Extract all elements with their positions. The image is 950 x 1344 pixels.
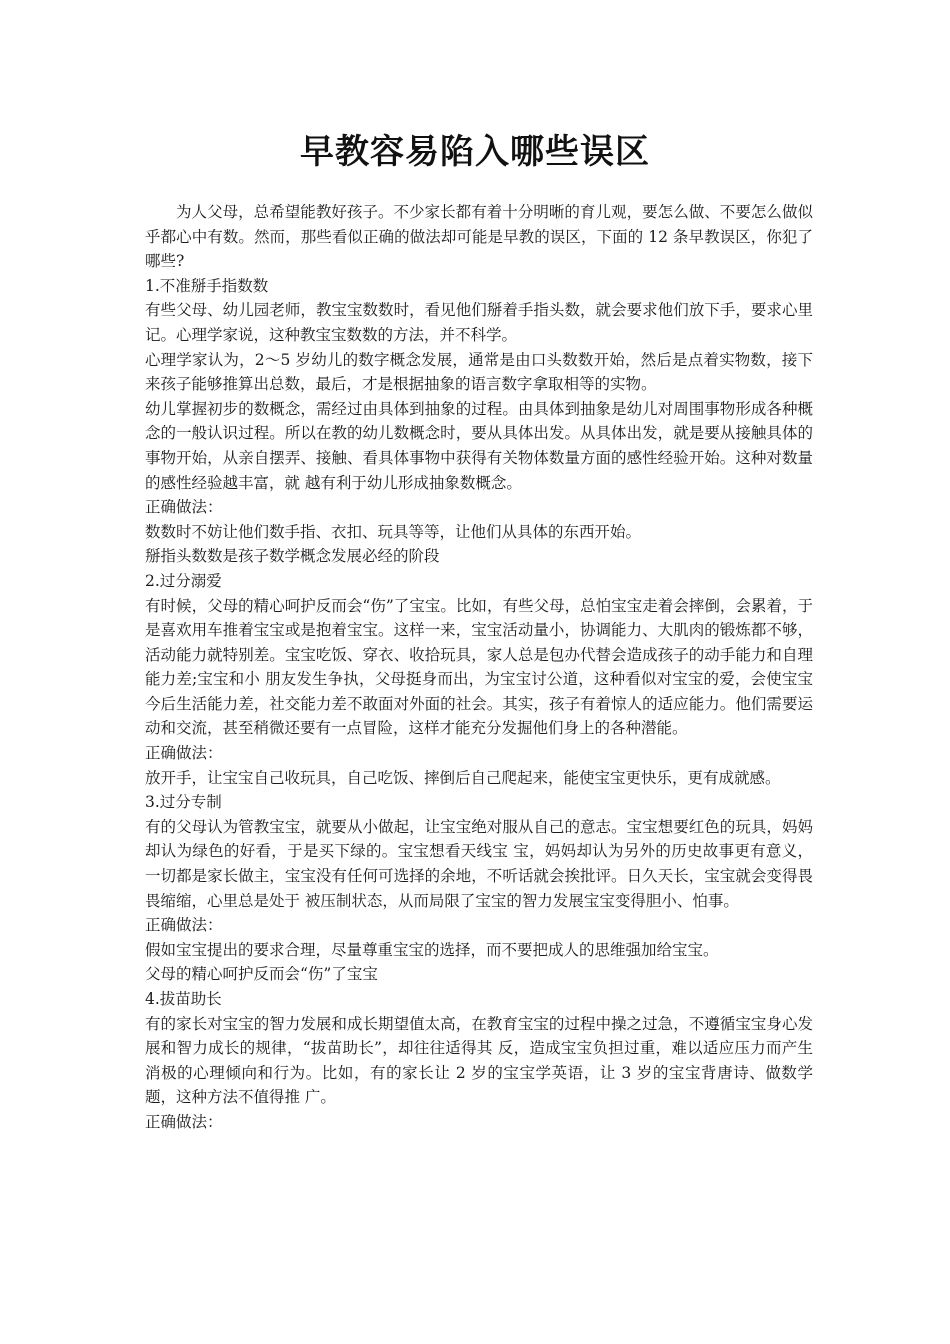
- body-paragraph: 幼儿掌握初步的数概念，需经过由具体到抽象的过程。由具体到抽象是幼儿对周围事物形成各种概念的一般认识过程。所以在教的幼儿数概念时，要从具体出发。从具体出发，就是要从接触具体的事物开始，从亲自摆弄、接触、看具体事物中获得有关物体数量方面的感性经验开始。这种对数量的感性经验越丰富，就 越有利于幼儿形成抽象数概念。: [145, 399, 813, 492]
- section-heading: 2.过分溺爱: [145, 571, 222, 590]
- body-paragraph: 有些父母、幼儿园老师，教宝宝数数时，看见他们掰着手指头数，就会要求他们放下手，要求心里记。心理学家说，这种教宝宝数数的方法，并不科学。: [145, 301, 813, 344]
- body-paragraph: 有时候，父母的精心呵护反而会“伤”了宝宝。比如，有些父母，总怕宝宝走着会摔倒，会累着，于是喜欢用车推着宝宝或是抱着宝宝。这样一来，宝宝活动量小，协调能力、大肌肉的锻炼都不够，活动能力就特别差。宝宝吃饭、穿衣、收拾玩具，家人总是包办代替会造成孩子的动手能力和自理能力差;宝宝和小 朋友发生争执，父母挺身而出，为宝宝讨公道，这种看似对宝宝的爱，会使宝宝今后生活能力差，社交能力差不敢面对外面的社会。其实，孩子有着惊人的适应能力。他们需要运动和交流，甚至稍微还要有一点冒险，这样才能充分发掘他们身上的各种潜能。: [145, 596, 813, 738]
- body-paragraph: 假如宝宝提出的要求合理，尽量尊重宝宝的选择，而不要把成人的思维强加给宝宝。: [145, 940, 719, 959]
- body-paragraph: 有的家长对宝宝的智力发展和成长期望值太高，在教育宝宝的过程中操之过急，不遵循宝宝身心发展和智力成长的规律，“拔苗助长”，却往往适得其 反，造成宝宝负担过重，难以适应压力而产生消极的心理倾向和行为。比如，有的家长让 2 岁的宝宝学英语，让 3 岁的宝宝背唐诗、做数学题，这种方法不值得推 广。: [145, 1014, 813, 1107]
- correct-method-label: 正确做法：: [145, 1112, 223, 1131]
- section-heading: 3.过分专制: [145, 793, 222, 812]
- body-paragraph: 掰指头数数是孩子数学概念发展必经的阶段: [145, 547, 440, 566]
- intro-paragraph: 为人父母，总希望能教好孩子。不少家长都有着十分明晰的育儿观，要怎么做、不要怎么做似乎都心中有数。然而，那些看似正确的做法却可能是早教的误区，下面的 12 条早教误区，你犯了哪些?: [145, 203, 813, 271]
- document-title: 早教容易陷入哪些误区: [300, 132, 650, 172]
- document-body: [145, 200, 813, 1135]
- body-paragraph: 心理学家认为，2～5 岁幼儿的数字概念发展，通常是由口头数数开始，然后是点着实物数，接下来孩子能够推算出总数，最后，才是根据抽象的语言数字拿取相等的实物。: [145, 350, 813, 394]
- correct-method-label: 正确做法：: [145, 916, 223, 935]
- section-heading: 4.拔苗助长: [145, 990, 222, 1008]
- body-paragraph: 父母的精心呵护反而会“伤”了宝宝: [145, 965, 378, 984]
- body-paragraph: 有的父母认为管教宝宝，就要从小做起，让宝宝绝对服从自己的意志。宝宝想要红色的玩具，妈妈却认为绿色的好看，于是买下绿的。宝宝想看天线宝 宝，妈妈却认为另外的历史故事更有意义，一切都是家长做主，宝宝没有任何可选择的余地，不听话就会挨批评。日久天长，宝宝就会变得畏畏缩缩，心里总是处于 被压制状态，从而局限了宝宝的智力发展宝宝变得胆小、怕事。: [145, 817, 813, 910]
- section-heading: 1.不准掰手指数数: [145, 276, 269, 295]
- body-paragraph: 数数时不妨让他们数手指、衣扣、玩具等等，让他们从具体的东西开始。: [145, 522, 642, 541]
- correct-method-label: 正确做法：: [145, 498, 223, 517]
- correct-method-label: 正确做法：: [145, 744, 223, 763]
- body-paragraph: 放开手，让宝宝自己收玩具，自己吃饭、摔倒后自己爬起来，能使宝宝更快乐，更有成就感。: [145, 768, 781, 787]
